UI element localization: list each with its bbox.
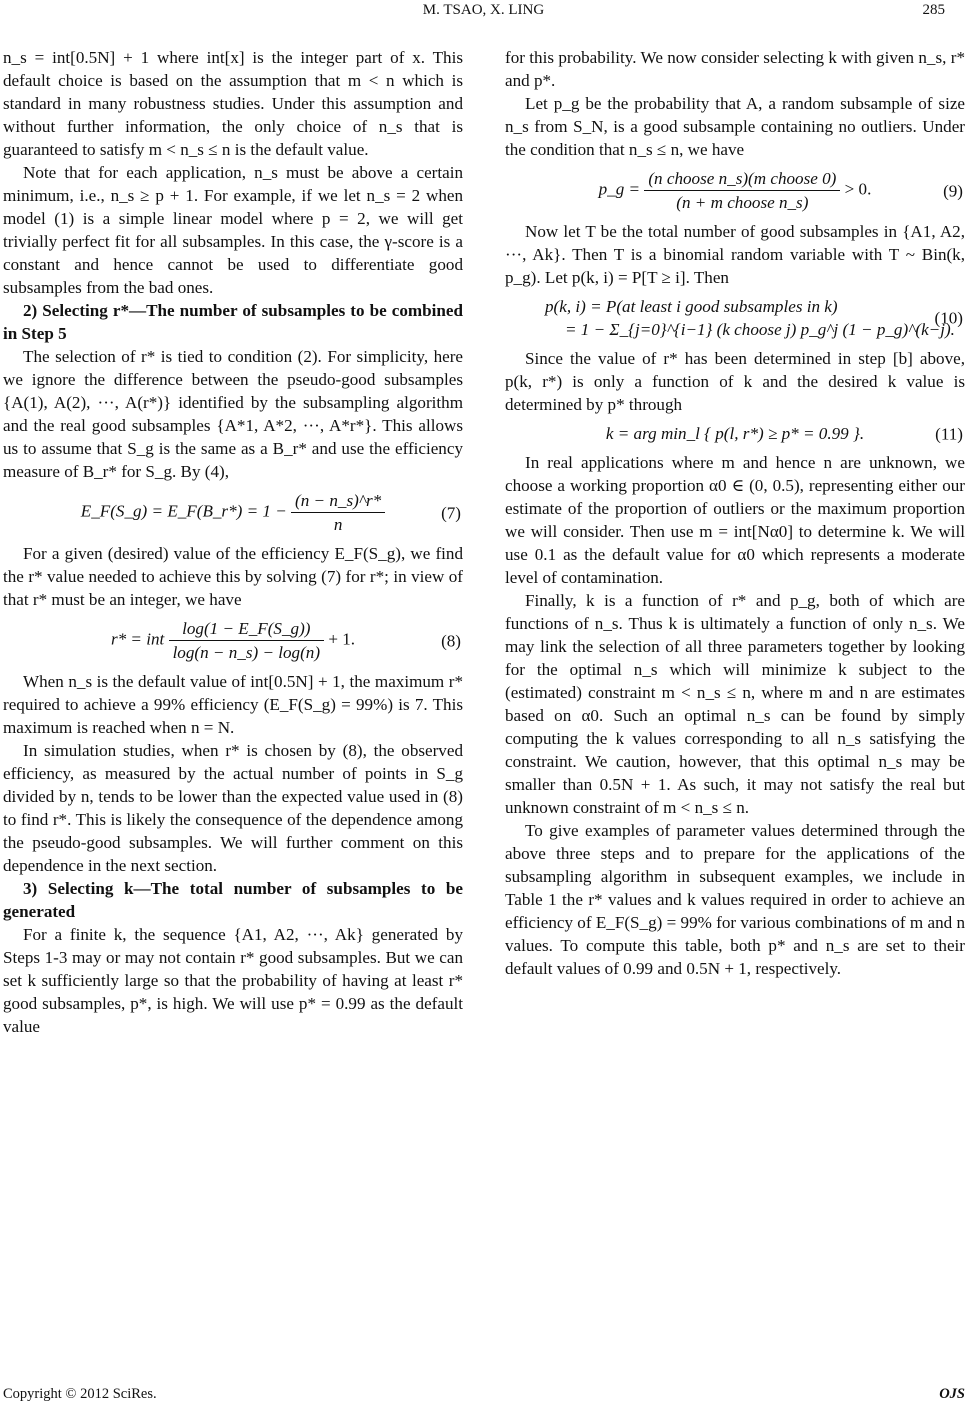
page-number: 285 — [922, 2, 945, 18]
equation-9: p_g = $\frac{\text{(n choose n\_s)(m choose 0)}}{\text{(n + m choose n\_s)}}$ > 0. (9) — [598, 169, 963, 212]
equation-number: (10) — [934, 308, 963, 328]
section-heading: 2) Selecting r*—The number of subsamples to be combined in Step 5 — [3, 301, 463, 343]
copyright-text: Copyright © 2012 SciRes. — [3, 1386, 157, 1402]
paragraph: Since the value of r* has been determined in step [b] above, p(k, r*) is only a function of k and the desired k value is determined by p* through — [505, 349, 965, 414]
equation-number: (8) — [441, 631, 461, 650]
equation-number: (9) — [943, 181, 963, 200]
equation-10: p(k, i) = P(at least i good subsamples in k) = 1 − Σ_{j=0}^{i−1} (k choose j) p_g^j (1 − p_g)^(k−j). (10) — [545, 297, 963, 339]
section-heading: 3) Selecting k—The total number of subsamples to be generated — [3, 879, 463, 921]
right-column — [505, 46, 965, 980]
page-footer — [3, 1386, 965, 1403]
paragraph: for this probability. We now consider selecting k with given n_s, r* and p*. — [505, 48, 965, 90]
journal-abbrev: OJS — [939, 1386, 965, 1402]
paragraph: For a given (desired) value of the efficiency E_F(S_g), we find the r* value needed to achieve this by solving (7) for r*; in view of that r* must be an integer, we have — [3, 544, 463, 609]
left-column — [3, 46, 463, 1038]
equation-8: r* = int $\frac{\log(1 - E\_F(S\_g))}{\log(n - n\_s) - \log(n)}$ + 1. (8) — [110, 619, 461, 662]
paragraph: In simulation studies, when r* is chosen by (8), the observed efficiency, as measured by the actual number of points in S_g divided by n, tends to be lower than the expected value used in (8) to find r*. This is likely the consequence of the dependence among the pseudo-good subsamples. We will further comment on this dependence in the next section. — [3, 741, 463, 875]
paragraph: To give examples of parameter values determined through the above three steps and to prepare for the applications of the subsampling algorithm in subsequent examples, we include in Table 1 the r* values and k values required in order to achieve an efficiency of E_F(S_g) = 99% for various combinations of m and n values. To compute this table, both p* and n_s are set to their default values of 0.99 and 0.5N + 1, respectively. — [505, 821, 965, 978]
paragraph: In real applications where m and hence n are unknown, we choose a working proportion α0 ∈ (0, 0.5), representing either our estimate of the proportion of outliers or the maximum proportion we will consider. Then use m = int[Nα0] to determine k. We will use 0.1 as the default value for α0 which represents a moderate level of contamination. — [505, 453, 965, 587]
header-authors: M. TSAO, X. LING — [422, 2, 545, 18]
paragraph: Note that for each application, n_s must be above a certain minimum, i.e., n_s ≥ p + 1. For example, if we let n_s = 2 when model (1) is a simple linear model where p = 2, we will get trivially perfect fit for all subsamples. In this case, the γ-score is a constant and hence cannot be used to differentiate good subsamples from the bad ones. — [3, 163, 463, 297]
equation-7: E_F(S_g) = E_F(B_r*) = 1 − $\frac{(n - n\_s)\^{}r*}{n}$ (7) — [80, 491, 461, 534]
paragraph: Now let T be the total number of good subsamples in {A1, A2, ···, Ak}. Then T is a binomial random variable with T ~ Bin(k, p_g). Let p(k, i) = P[T ≥ i]. Then — [505, 222, 965, 287]
paragraph: The selection of r* is tied to condition (2). For simplicity, here we ignore the difference between the pseudo-good subsamples {A(1), A(2), ···, A(r*)} identified by the subsampling algorithm and the real good subsamples {A*1, A*2, ···, A*r*}. This allows us to assume that S_g is the same as a B_r* and use the efficiency measure of B_r* for S_g. By (4), — [3, 347, 463, 481]
paragraph: Let p_g be the probability that A, a random subsample of size n_s from S_N, is a good subsample containing no outliers. Under the condition that n_s ≤ n, we have — [505, 94, 965, 159]
paragraph: When n_s is the default value of int[0.5N] + 1, the maximum r* required to achieve a 99% efficiency (E_F(S_g) = 99%) is 7. This maximum is reached when n = N. — [3, 672, 463, 737]
equation-number: (11) — [935, 424, 963, 443]
paragraph: Finally, k is a function of r* and p_g, both of which are functions of n_s. Thus k is ultimately a function of only n_s. We may link the selection of all three parameters together by looking for the optimal n_s which will minimize k subject to the (estimated) constraint m < n_s ≤ n, where m and n are estimates based on α0. Such an optimal n_s can be found by simply computing the k values corresponding to all n_s satisfying the constraint. We caution, however, that this optimal n_s may be smaller than 0.5N + 1. As such, it may not satisfy the real but unknown constraint of m < n_s ≤ n. — [505, 591, 965, 817]
paragraph: For a finite k, the sequence {A1, A2, ···, Ak} generated by Steps 1-3 may or may not contain r* good subsamples. But we can set k sufficiently large so that the probability of having at least r* good subsamples, p*, is high. We will use p* = 0.99 as the default value — [3, 925, 463, 1036]
equation-number: (7) — [441, 503, 461, 522]
paragraph: n_s = int[0.5N] + 1 where int[x] is the integer part of x. This default choice is based on the assumption that m < n which is standard in many robustness studies. Under this assumption and without further information, the only choice of n_s that is guaranteed to satisfy m < n_s ≤ n is the default value. — [3, 48, 463, 159]
running-header — [0, 2, 967, 19]
equation-11: k = arg min_l { p(l, r*) ≥ p* = 0.99 }. (11) — [605, 424, 963, 443]
